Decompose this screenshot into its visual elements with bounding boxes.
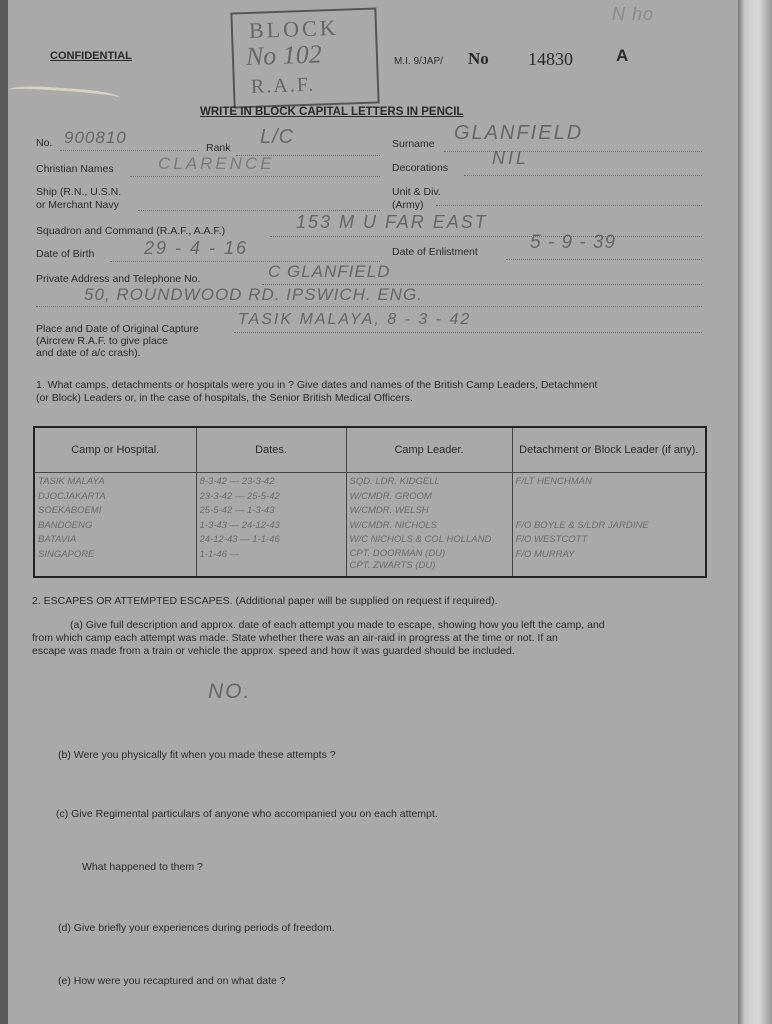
surname-line <box>444 151 702 152</box>
detachment-entry: F/O WESTCOTT <box>515 534 588 546</box>
camps-table-body-row <box>34 473 706 577</box>
camp-names-cell <box>34 473 196 577</box>
binding-string <box>8 84 120 107</box>
capture-label-2: (Aircrew R.A.F. to give place <box>36 335 168 347</box>
camps-table-header-row <box>34 427 706 473</box>
question-2c: (c) Give Regimental particulars of anyone who accompanied you on each attempt. <box>56 808 438 820</box>
decorations-label: Decorations <box>392 162 449 174</box>
date-entry: 1-1-46 — <box>199 548 240 560</box>
question-2-title: 2. ESCAPES OR ATTEMPTED ESCAPES. (Additional paper will be supplied on request if required). <box>32 595 498 607</box>
no-line <box>60 150 198 151</box>
camp-entry: BANDOENG <box>38 519 93 531</box>
camp-leaders-cell <box>346 473 512 577</box>
camp-leader-column-header: Camp Leader. <box>346 427 512 473</box>
underlying-page-edge <box>738 0 772 1024</box>
camp-entry: SINGAPORE <box>38 548 95 560</box>
confidential-label: CONFIDENTIAL <box>50 50 132 62</box>
decorations-value: NIL <box>492 148 530 168</box>
capture-label-3: and date of a/c crash). <box>36 347 141 359</box>
capture-line <box>234 332 702 333</box>
address-label: Private Address and Telephone No. <box>36 273 201 285</box>
ref-label: M.I. 9/JAP/ <box>394 56 443 67</box>
form-letter: A <box>616 46 629 65</box>
no-value: 900810 <box>64 128 127 147</box>
form-number: 14830 <box>528 49 573 69</box>
enlistment-label: Date of Enlistment <box>392 246 478 258</box>
leader-entry: W/CMDR. NICHOLS <box>349 519 438 531</box>
decorations-line <box>464 175 702 176</box>
detachment-entry <box>516 504 703 519</box>
unit-label-1: Unit & Div. <box>392 186 441 198</box>
block-stamp <box>230 7 379 108</box>
enlistment-line <box>506 259 702 260</box>
leader-entry: CPT. ZWARTS (DU) <box>349 559 436 571</box>
detachment-entry: F/O BOYLE & S/LDR JARDINE <box>515 519 649 531</box>
camp-entry: BATAVIA <box>38 534 77 546</box>
dates-column-header: Dates. <box>196 427 346 473</box>
dob-value: 29 - 4 - 16 <box>144 238 249 258</box>
unit-line <box>436 205 702 206</box>
camp-entry: TASIK MALAYA <box>38 476 105 487</box>
no-label: No. <box>36 137 53 149</box>
date-entry: 1-3-43 — 24-12-43 <box>199 519 280 531</box>
date-entry: 25-5-42 — 1-3-43 <box>199 505 275 517</box>
question-2a-line-2: from which camp each attempt was made. State whether there was an air-raid in progress at the time or not. If an <box>32 632 558 644</box>
squadron-value: 153 M U FAR EAST <box>296 212 488 232</box>
enlistment-value: 5 - 9 - 39 <box>530 232 617 253</box>
stamp-line1: BLOCK <box>248 14 339 43</box>
capture-value: TASIK MALAYA, 8 - 3 - 42 <box>238 311 472 328</box>
detachment-leader-column-header: Detachment or Block Leader (if any). <box>512 427 706 473</box>
leader-entry: CPT. DOORMAN (DU) <box>349 547 446 559</box>
ship-line <box>138 210 380 211</box>
detachment-entry: F/LT HENCHMAN <box>515 476 592 487</box>
christian-names-line <box>130 176 380 177</box>
detachment-entry: F/O MURRAY <box>515 548 575 560</box>
address-line-2 <box>36 306 702 307</box>
camp-entry: SOEKABOEMI <box>38 505 102 517</box>
question-2a-answer: NO. <box>208 680 252 703</box>
leader-entry: W/CMDR. GROOM <box>349 490 432 502</box>
rank-value: L/C <box>260 126 295 148</box>
leader-entry: W/C NICHOLS & COL HOLLAND <box>349 534 492 546</box>
number-label: No <box>468 49 489 68</box>
date-entry: 24-12-43 — 1-1-46 <box>199 534 280 546</box>
surname-label: Surname <box>392 138 435 150</box>
ship-label-2: or Merchant Navy <box>36 199 119 211</box>
question-2d: (d) Give briefly your experiences during periods of freedom. <box>58 922 335 934</box>
camp-entry: DJOCJAKARTA <box>38 490 106 502</box>
question-2a-line-3: escape was made from a train or vehicle the approx. speed and how it was guarded should be included. <box>32 645 515 657</box>
question-2c-followup: What happened to them ? <box>82 861 203 873</box>
instruction-heading: WRITE IN BLOCK CAPITAL LETTERS IN PENCIL <box>200 106 464 118</box>
address-value-2: 50, ROUNDWOOD RD. IPSWICH. ENG. <box>84 285 423 304</box>
surname-value: GLANFIELD <box>454 122 584 144</box>
address-value-1: C GLANFIELD <box>268 262 391 281</box>
squadron-label: Squadron and Command (R.A.F., A.A.F.) <box>36 225 226 237</box>
detachment-leaders-cell <box>512 473 706 577</box>
date-entry: 23-3-42 — 25-5-42 <box>199 490 280 502</box>
dates-cell <box>196 473 346 577</box>
corner-note: N ho <box>612 4 655 24</box>
stamp-line2: No 102 <box>245 39 323 72</box>
christian-names-value: CLARENCE <box>158 154 275 173</box>
question-1-line-2: (or Block) Leaders or, in the case of hospitals, the Senior British Medical Officers. <box>36 392 413 404</box>
rank-label: Rank <box>206 142 231 154</box>
stamp-line3: R.A.F. <box>250 73 316 98</box>
camps-table <box>33 426 707 578</box>
question-1-line-1: 1. What camps, detachments or hospitals were you in ? Give dates and names of the British Camp Leaders, Detachment <box>36 379 598 391</box>
squadron-line <box>270 236 702 237</box>
ship-label-1: Ship (R.N., U.S.N. <box>36 186 122 198</box>
leader-entry: SQD. LDR. KIDGELL <box>349 476 440 487</box>
date-entry: 8-3-42 — 23-3-42 <box>199 476 275 487</box>
camp-column-header: Camp or Hospital. <box>34 427 196 473</box>
capture-label-1: Place and Date of Original Capture <box>36 323 199 335</box>
question-2e: (e) How were you recaptured and on what date ? <box>58 975 286 987</box>
unit-label-2: (Army) <box>392 199 424 211</box>
leader-entry: W/CMDR. WELSH <box>349 505 429 517</box>
christian-names-label: Christian Names <box>36 163 114 175</box>
detachment-entry <box>516 490 703 505</box>
form-page <box>8 0 746 1024</box>
question-2a-line-1: (a) Give full description and approx. date of each attempt you made to escape, showing how you left the camp, and <box>70 619 605 631</box>
dob-label: Date of Birth <box>36 248 95 260</box>
question-2b: (b) Were you physically fit when you made these attempts ? <box>58 749 336 761</box>
